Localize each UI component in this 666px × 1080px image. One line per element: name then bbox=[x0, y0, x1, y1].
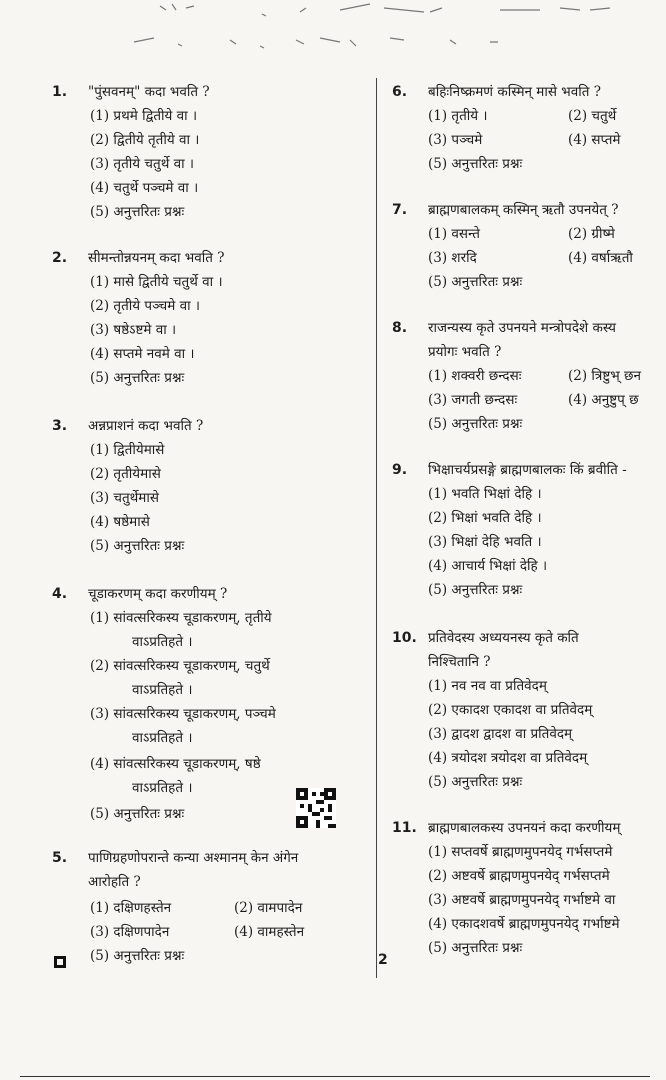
option: (3) पञ्चमे bbox=[428, 132, 483, 148]
option: (2) तृतीयेमासे bbox=[90, 466, 161, 482]
option: (3) भिक्षां देहि भवति । bbox=[428, 534, 542, 550]
page-number: 2 bbox=[378, 952, 388, 968]
option: (4) वर्षाऋतौ bbox=[568, 250, 633, 266]
question-text: ब्राह्मणबालकम् कस्मिन् ऋतौ उपनयेत् ? bbox=[428, 202, 619, 218]
question-text: चूडाकरणम् कदा करणीयम् ? bbox=[88, 586, 228, 602]
option: (1) शक्वरी छन्दसः bbox=[428, 368, 522, 384]
question-text: पाणिग्रहणोपरान्ते कन्या अश्मानम् केन अंगेन bbox=[88, 850, 299, 866]
option-continuation: वाऽप्रतिहते । bbox=[132, 730, 193, 746]
question-text: राजन्यस्य कृते उपनयने मन्त्रोपदेशे कस्य bbox=[428, 320, 616, 336]
option: (1) तृतीये । bbox=[428, 108, 488, 124]
option: (4) सप्तमे नवमे वा । bbox=[90, 346, 195, 362]
option: (3) षष्ठेऽष्टमे वा । bbox=[90, 322, 177, 338]
option: (5) अनुत्तरितः प्रश्नः bbox=[90, 948, 185, 964]
option: (1) द्वितीयेमासे bbox=[90, 442, 165, 458]
scan-noise bbox=[0, 0, 666, 70]
option: (4) चतुर्थे पञ्चमे वा । bbox=[90, 180, 199, 196]
option: (5) अनुत्तरितः प्रश्नः bbox=[90, 806, 185, 822]
option: (2) तृतीये पञ्चमे वा । bbox=[90, 298, 201, 314]
question-number: 3. bbox=[52, 418, 68, 434]
option: (4) सांवत्सरिकस्य चूडाकरणम्, षष्ठे bbox=[90, 756, 261, 772]
option: (1) सप्तवर्षे ब्राह्मणमुपनयेद् गर्भसप्तमे bbox=[428, 844, 613, 860]
option: (4) आचार्य भिक्षां देहि । bbox=[428, 558, 548, 574]
option: (2) ग्रीष्मे bbox=[568, 226, 615, 242]
question-text: अन्नप्राशनं कदा भवति ? bbox=[88, 418, 204, 434]
option: (1) सांवत्सरिकस्य चूडाकरणम्, तृतीये bbox=[90, 610, 272, 626]
column-divider bbox=[376, 78, 377, 978]
option: (4) सप्तमे bbox=[568, 132, 621, 148]
question-number: 9. bbox=[392, 462, 408, 478]
question-number: 6. bbox=[392, 84, 408, 100]
question-text: भिक्षाचर्यप्रसङ्गे ब्राह्मणबालकः किं ब्रवीति - bbox=[428, 462, 627, 478]
question-text-continuation: प्रयोगः भवति ? bbox=[428, 344, 502, 360]
question-number: 5. bbox=[52, 850, 68, 866]
question-text-continuation: निश्चितानि ? bbox=[428, 654, 491, 670]
question-number: 10. bbox=[392, 630, 417, 646]
option: (1) दक्षिणहस्तेन bbox=[90, 900, 172, 916]
option: (3) द्वादश द्वादश वा प्रतिवेदम् bbox=[428, 726, 573, 742]
option: (5) अनुत्तरितः प्रश्नः bbox=[90, 204, 185, 220]
option: (2) भिक्षां भवति देहि । bbox=[428, 510, 542, 526]
option: (5) अनुत्तरितः प्रश्नः bbox=[428, 940, 523, 956]
question-text: ब्राह्मणबालकस्य उपनयनं कदा करणीयम् bbox=[428, 820, 621, 836]
option: (2) अष्टवर्षे ब्राह्मणमुपनयेद् गर्भसप्तमे bbox=[428, 868, 610, 884]
question-number: 11. bbox=[392, 820, 417, 836]
option: (3) सांवत्सरिकस्य चूडाकरणम्, पञ्चमे bbox=[90, 706, 276, 722]
option: (5) अनुत्तरितः प्रश्नः bbox=[428, 416, 523, 432]
option: (2) त्रिष्टुभ् छन bbox=[568, 368, 641, 384]
option-continuation: वाऽप्रतिहते । bbox=[132, 634, 193, 650]
option: (3) जगती छन्दसः bbox=[428, 392, 518, 408]
option: (4) त्रयोदश त्रयोदश वा प्रतिवेदम् bbox=[428, 750, 588, 766]
question-text-continuation: आरोहति ? bbox=[88, 874, 141, 890]
option: (2) सांवत्सरिकस्य चूडाकरणम्, चतुर्थे bbox=[90, 658, 270, 674]
option: (2) चतुर्थे bbox=[568, 108, 617, 124]
question-number: 1. bbox=[52, 84, 68, 100]
qr-code-icon bbox=[296, 788, 336, 828]
question-text: सीमन्तोन्नयनम् कदा भवति ? bbox=[88, 250, 225, 266]
option: (1) मासे द्वितीये चतुर्थे वा । bbox=[90, 274, 223, 290]
option-continuation: वाऽप्रतिहते । bbox=[132, 682, 193, 698]
option: (5) अनुत्तरितः प्रश्नः bbox=[90, 370, 185, 386]
option: (3) दक्षिणपादेन bbox=[90, 924, 170, 940]
option: (2) वामपादेन bbox=[234, 900, 303, 916]
option: (5) अनुत्तरितः प्रश्नः bbox=[90, 538, 185, 554]
option-continuation: वाऽप्रतिहते । bbox=[132, 780, 193, 796]
option: (4) अनुष्टुप् छ bbox=[568, 392, 639, 408]
option: (2) द्वितीये तृतीये वा । bbox=[90, 132, 200, 148]
option: (1) वसन्ते bbox=[428, 226, 480, 242]
question-text: बहिःनिष्क्रमणं कस्मिन् मासे भवति ? bbox=[428, 84, 602, 100]
option: (5) अनुत्तरितः प्रश्नः bbox=[428, 774, 523, 790]
option: (3) अष्टवर्षे ब्राह्मणमुपनयेद् गर्भाष्टमे वा bbox=[428, 892, 616, 908]
option: (4) एकादशवर्षे ब्राह्मणमुपनयेद् गर्भाष्टमे bbox=[428, 916, 620, 932]
option: (4) षष्ठेमासे bbox=[90, 514, 150, 530]
option: (2) एकादश एकादश वा प्रतिवेदम् bbox=[428, 702, 593, 718]
question-text: "पुंसवनम्" कदा भवति ? bbox=[88, 84, 210, 100]
option: (1) नव नव वा प्रतिवेदम् bbox=[428, 678, 547, 694]
option: (3) चतुर्थेमासे bbox=[90, 490, 160, 506]
bottom-rule bbox=[20, 1076, 650, 1077]
option: (5) अनुत्तरितः प्रश्नः bbox=[428, 274, 523, 290]
question-number: 4. bbox=[52, 586, 68, 602]
option: (4) वामहस्तेन bbox=[234, 924, 305, 940]
question-text: प्रतिवेदस्य अध्ययनस्य कृते कति bbox=[428, 630, 579, 646]
option: (3) शरदि bbox=[428, 250, 477, 266]
question-number: 8. bbox=[392, 320, 408, 336]
option: (5) अनुत्तरितः प्रश्नः bbox=[428, 156, 523, 172]
question-number: 7. bbox=[392, 202, 408, 218]
option: (1) भवति भिक्षां देहि । bbox=[428, 486, 542, 502]
option: (1) प्रथमे द्वितीये वा । bbox=[90, 108, 198, 124]
registration-mark-icon bbox=[54, 956, 66, 968]
question-number: 2. bbox=[52, 250, 68, 266]
option: (3) तृतीये चतुर्थे वा । bbox=[90, 156, 195, 172]
option: (5) अनुत्तरितः प्रश्नः bbox=[428, 582, 523, 598]
